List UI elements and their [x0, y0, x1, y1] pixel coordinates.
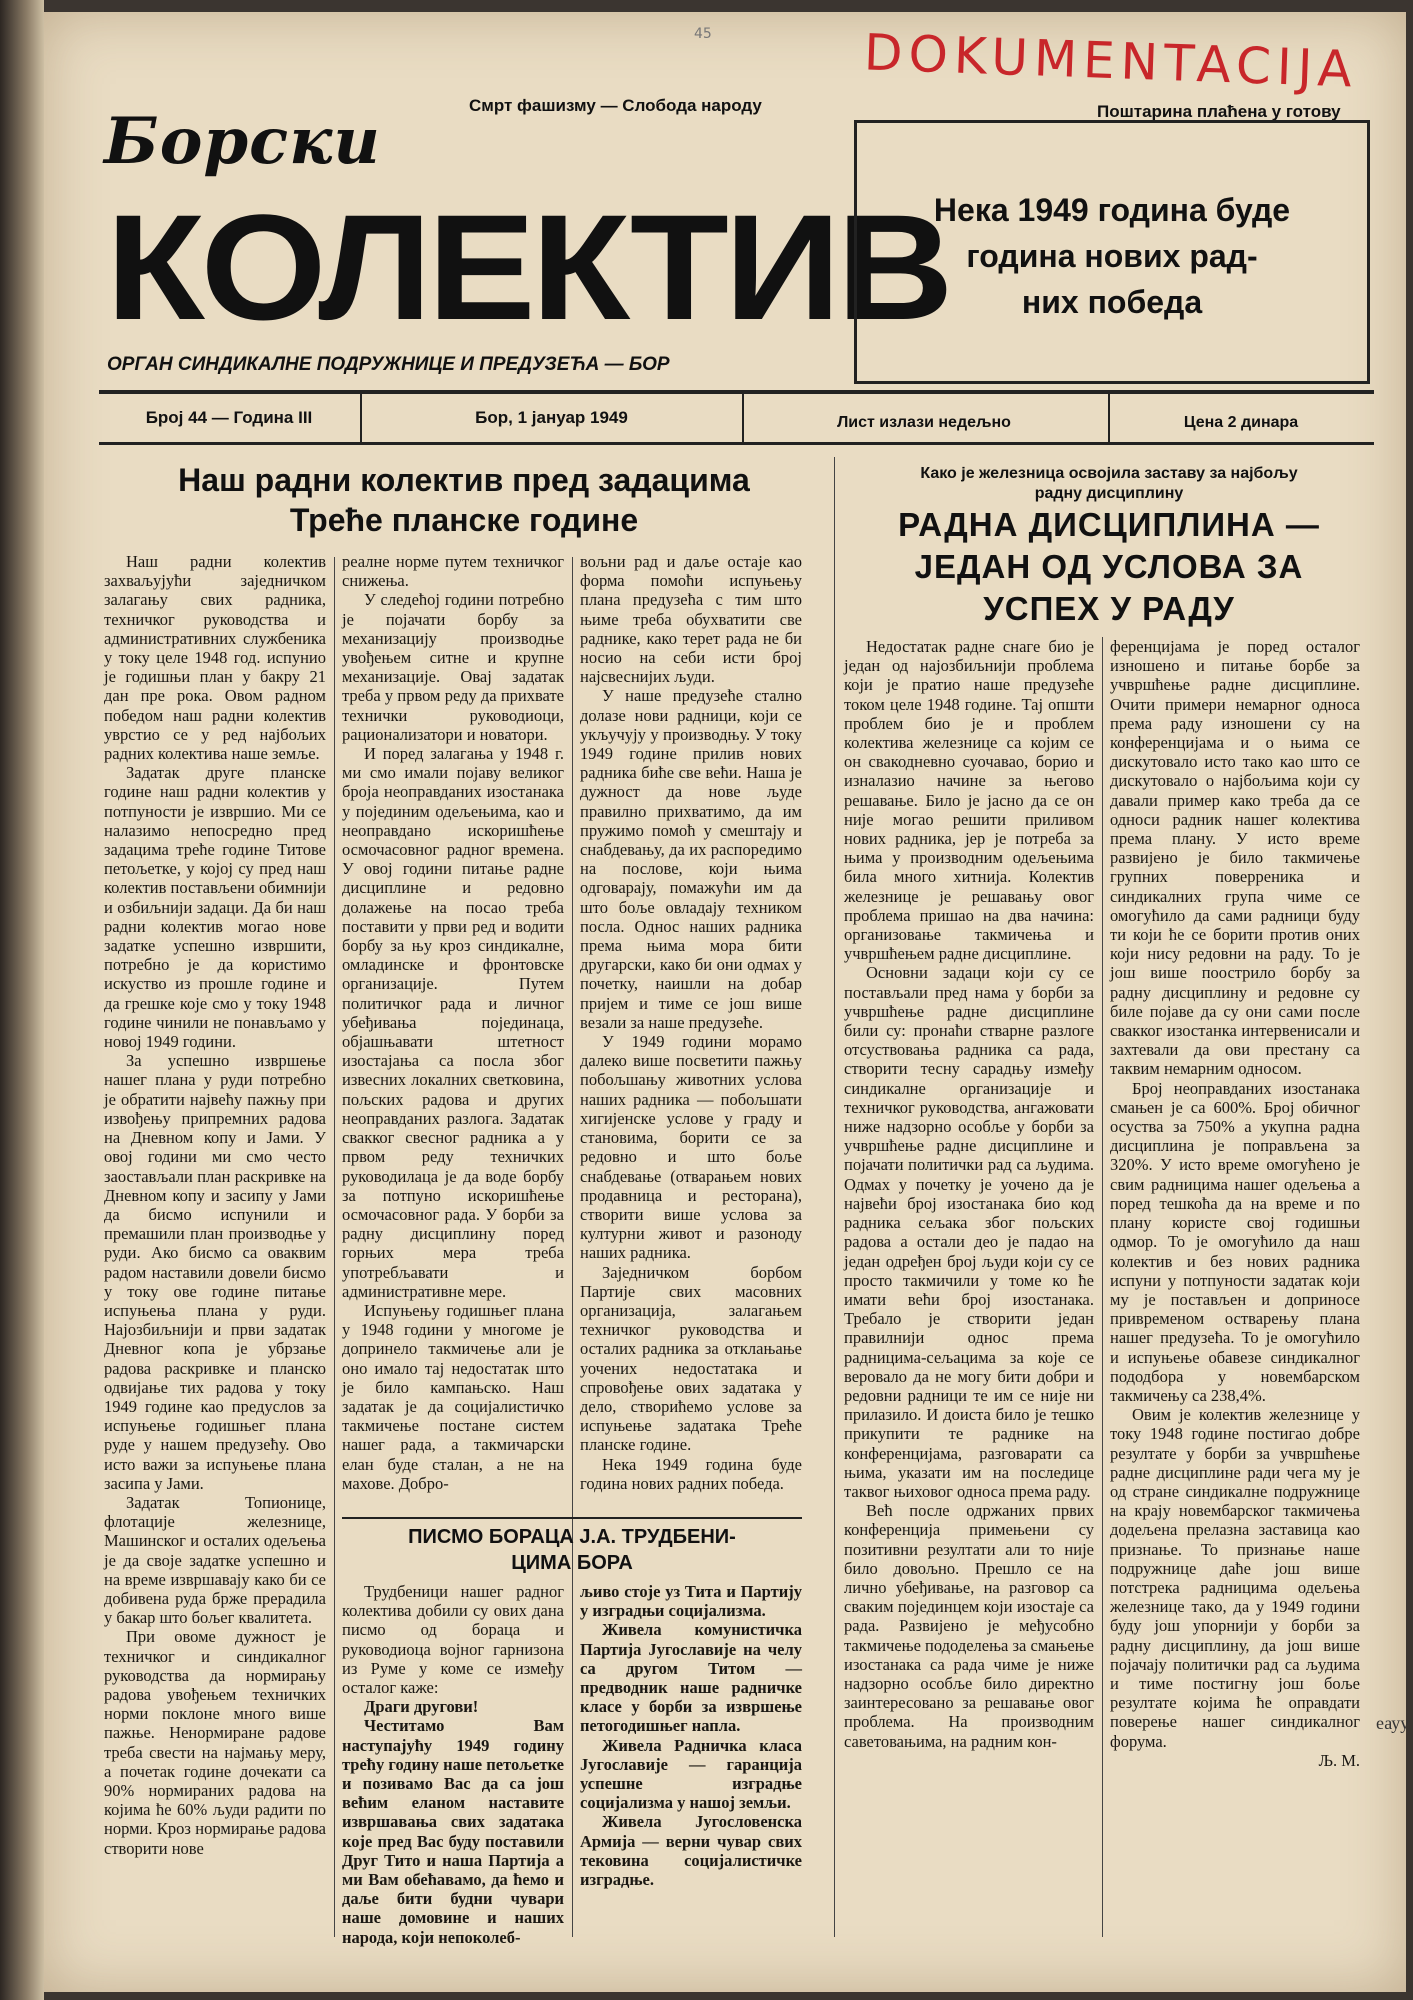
headline-line: ЈЕДАН ОД УСЛОВА ЗА [914, 548, 1304, 585]
article1-column-1 [104, 552, 326, 1937]
paragraph: За успешно извршење нашег плана у руди потребно је обратити највећу пажњу при извођењу припремних радова на Дневном копу и Јами. У овој години ми смо често заостављали план раскривке на Дневном копу и засипу у Јами да бисмо испунили и премашили план производње у руди. Ако бисмо са оваквим радом наставили довели бисмо у току ове године питање испуњења плана у руди. Најозбиљнији и први задатак Дневног копа је убрзање радова раскривке и планско одвијање тих радова у току 1949 године као предуслов за испуњење годишњег плана руде у нашем предузећу. Ово исто важи за испуњење плана засипа у Јами. [104, 1051, 326, 1493]
column-rule [334, 557, 335, 1937]
letter-column-1 [342, 1582, 564, 1947]
letter-rule [342, 1517, 802, 1519]
paragraph: При овоме дужност је техничког и синдикалног руководства да нормирању радова увођењем техничких норми поклоне много више пажње. Ненормиране радове треба свести на најмању меру, а почетак године дочекати са 90% нормираних радова на којима ће 60% људи радити по норми. Кроз нормирање радова створити нове [104, 1627, 326, 1858]
subtitle: ОРГАН СИНДИКАЛНЕ ПОДРУЖНИЦЕ И ПРЕДУЗЕЋА — БОР [107, 354, 670, 375]
headline-line: Наш радни колектив пред задацима [178, 462, 750, 498]
paragraph: У наше предузеће стално долазе нови радници, који се укључују у производњу. У току 1949 године прилив нових радника биће све већи. Наша је дужност да нове људе правилно прихватимо, да им пружимо помоћ у смештају и снабдевању, да их распоредимо на послове, који њима одговарају, помажући им да што боље овладају техником посла. Однос наших радника према њима мора бити другарски, како би они одмах у почетку, наишли на добар пријем и тиме се још више везали за наше предузеће. [580, 686, 802, 1032]
paragraph: Живела комунистичка Партија Југославије на челу са другом Титом — предводник наше радничке класе у борби за извршење петогодишњег напла. [580, 1620, 802, 1736]
letter-headline [342, 1524, 802, 1576]
slogan [857, 187, 1367, 325]
slogan-line: них победа [1021, 284, 1203, 320]
paragraph: У следећој години потребно је појачати борбу за механизацију производње увођењем ситне и крупне механизације. Овај задатак треба у првом реду да прихвате технички руководиоци, рационализатори и новатори. [342, 590, 564, 744]
paragraph: Заједничком борбом Партије свих масовних организација, залагањем техничког руководства и осталих радника за отклањање уочених недостатака и спровођење ових задатака у дело, створићемо услове за испуњење задатака Треће планске године. [580, 1262, 802, 1455]
paragraph: вољни рад и даље остаје као форма помоћи испуњењу плана предузећа с тим што њиме треба обухватити све раднике, како терет рада не би носио на себи исти број најсвеснијих људи. [580, 552, 802, 687]
paragraph: Задатак Топионице, флотације железнице, Машинског и осталих одељења је да своје задатке успешно и на време извршавају како би се добивена руда брже прерадила у бакар што бољег квалитета. [104, 1492, 326, 1628]
paragraph: Овим је колектив железнице у току 1948 године постигао добре резултате у борби за учвршћење радне дисциплине ради чега му је од стране синдикалне подружнице на крају новембарског такмичења додељена прелазна заставица као признање. То признање наше подружнице даће још више потстрека радницима одељења железнице такo, да у 1949 години буду још упорнији у борби за радну дисциплину, да још више појачају политички рад са људима и тиме постигну још боље резултате којима ће оправдати поверење нашег синдикалног форума. [1110, 1405, 1360, 1751]
salutation: Драги другови! [364, 1697, 479, 1717]
letter-column-2 [580, 1582, 802, 1937]
article2-headline [844, 504, 1374, 630]
article2-column-2 [1110, 637, 1360, 1937]
column-rule [834, 457, 835, 1937]
edge-letters: еауу [1376, 1713, 1410, 1733]
frequency: Лист излази недељно [837, 414, 1011, 431]
newspaper-page [44, 12, 1410, 1992]
paragraph: Основни задаци који су се постављали пред нама у борби за учвршћење радне дисциплине били су: пронаћи стварне разлоге отсуствовања радника са рада, створити тесну сарадњу између синдикалне организације и техничког руководства, ангажовати ниже надзорно особље у борби за учвршћење радне дисциплине и појачати политички рад са људима. Одмах у почетку је уочено да је највећи број изостанака био код радника сељака због пољских радова а остали део је падао на један одређен број људи који су се просто такмичили у томе ко ће имати већи број изостанака. Требало је створити један правилнији однос према радницима-сељацима за које се веровало да не могу бити добри и редовни радници те им се није ни прилазило. И доиста било је тешко прикупити те раднике на конференцијама, разговарати са њима, указати им на последице таквог њиховог односа према раду. [844, 963, 1094, 1501]
top-rule [99, 390, 1374, 394]
kicker-line: радну дисциплину [1034, 485, 1184, 502]
column-rule [572, 557, 573, 1937]
paragraph: Трудбеници нашег радног колектива добили су ових дана писмо од бораца и руководиоца војног гарнизона из Руме у коме се између осталог каже: [342, 1582, 564, 1698]
binding-shadow [0, 0, 44, 2000]
title-script: Борски [104, 104, 381, 179]
headline-line: ПИСМО БОРАЦА Ј.А. ТРУДБЕНИ- [408, 1526, 736, 1548]
archive-stamp: DOKUMENTACIJA [863, 23, 1359, 99]
article1-headline [104, 460, 824, 540]
paragraph: Наш радни колектив захваљујући заједничком залагању свих радника, техничког руководства и административних службеника у току целе 1948 год. испунио је годишњи план у бакру 21 дан пре рока. Овом радном победом наш радни колектив уврстио се у ред најбољих радних колектива наше земље. [104, 552, 326, 764]
paragraph: Број неоправданих изостанака смањен је са 600%. Број обичног осуства за 750% а укупна радна дисциплина је поправљена за 320%. У исто време омогућено је свим радницима нашег одељења а поред тешкоћа да на време и по плану користе свој годишњи одмор. То је омогућило да наш колектив и без нових радника испуни у потпуности задатак који му је постављен и доприносе привременом остварењу плана нашег предузећа. То је омогућило и испуњење обавезе синдикалног пододбора у новембарском такмичењу са 238,4%. [1110, 1078, 1360, 1405]
paragraph: Живела Југословенска Армија — верни чувар свих тековина социјалистичке изградње. [580, 1812, 802, 1890]
slogan-line: Нека 1949 година буде [933, 192, 1291, 228]
headline-line: ЦИМА БОРА [511, 1552, 633, 1574]
paragraph: И поред залагања у 1948 г. ми смо имали појаву великог броја неоправданих изостанака у појединим одељењима, као и неоправдано искоришћење осмочасовног радног времена. У овој години питање радне дисциплине и редовно долажење на посао треба поставити у први ред и водити борбу за њу кроз синдикалне, омладинске и фронтовске организације. Путем политичког рада и личног убеђивања појединаца, објашњавати штетност изостајања са посла због извесних локалних светковина, пољских радова и других неоправданих разлога. Задатак свакког свесног радника а у првом реду техничких руководилаца је да воде борбу за потпуно искоришћење осмочасовног рада. У борби за радну дисциплину поред горњих мера треба употребљавати и административне мере. [342, 744, 564, 1301]
price: Цена 2 динара [1183, 414, 1299, 431]
paragraph: Честитамо Вам наступајућу 1949 годину трећу годину наше петољетке и позивамо Вас да са још већим еланом наставите извршавања свих задатака које пред Вас буду поставили Друг Тито и наша Партија а ми Вам обећавамо, да ћемо и даље бити будни чувари наше домовине и наших народа, који непоколеб- [342, 1716, 564, 1947]
article1-column-3 [580, 552, 802, 1512]
paragraph: У 1949 години морамо далеко више посветити пажњу побољшању животних услова наших радника — побољшати хигијенске услове у граду и становима, борити се за редовно и што боље снабдевање (отварањем нових продавница и ресторана), створити више услова за културни живот и разоноду наших радника. [580, 1032, 802, 1263]
paragraph: Испуњењу годишњег плана у 1948 години у многоме је допринело такмичење али је оно имало тај недостатак што је било кампањско. Наш задатак је да социјалистичко такмичење постане систем нашег рада, а такмичарски елан буде сталан, а не на махове. Добро- [342, 1300, 564, 1493]
paragraph: Нека 1949 година буде година нових радних победа. [580, 1454, 802, 1493]
kicker-line: Како је железница освојила заставу за најбољу [920, 465, 1298, 482]
headline-line: УСПЕХ У РАДУ [983, 590, 1235, 627]
paragraph: Задатак друге планске године наш радни колектив у потпуности је извршио. Ми се налазимо непосредно пред задацима треће године Титове петољетке, у којој су пред наш колектив постављени обимнији и озбиљнији задаци. Да би наш радни колектив могао нове задатке успешно извршити, потребно је да користимо искуство из прошле године и да грешке које смо у току 1948 године чинили не понављамо у новој 1949 години. [104, 763, 326, 1052]
issue-number: Број 44 — Година III [145, 408, 313, 427]
article2-kicker [844, 464, 1374, 504]
slogan-line: година нових рад- [966, 238, 1258, 274]
slogan-box [854, 120, 1370, 384]
bottom-rule [99, 442, 1374, 445]
info-divider [360, 394, 362, 442]
paragraph: љиво стоје уз Тита и Партију у изградњи социјализма. [580, 1582, 802, 1621]
author-signature: Љ. М. [1318, 1750, 1360, 1770]
issue-date: Бор, 1 јануар 1949 [475, 408, 628, 427]
paragraph: реалне норме путем техничког снижења. [342, 552, 564, 591]
paragraph: ференцијама је поред осталог изношено и питање борбе за учвршћење радне дисциплине. Очити примери немарног односа према раду изношени су на конференцијама и о њима се дискутовало исто тако као што се дискутовало о најбољима који су давали пример како треба да се односи радник нашег колектива према плану. У исто време развијено је било такмичење групних поверреника и синдикалних група чиме се омогућило да сами радници буду ти који ће се борити против оних који нису редовни на раду. То је још више поострило борбу за радну дисциплину и редовне су биле појаве да су они сами после свакког изостанка интервенисали и захтевали да ови престану са таквим немарним односом. [1110, 637, 1360, 1079]
headline-line: Треће планске године [289, 502, 639, 538]
motto: Смрт фашизму — Слобода народу [469, 96, 762, 115]
newspaper-title: КОЛЕКТИВ [106, 183, 950, 351]
pencil-note: 45 [694, 26, 712, 42]
postage-note: Поштарина плаћена у готову [1097, 102, 1341, 121]
paragraph: Недостатак радне снаге био је један од најозбиљнији проблема који је пратио наше предузеће током целе 1948 године. Тај општи проблем био је и проблем колектива железнице са којим се он свакодневно суочавао, борио и изналазио начине за његово решавање. Било је јасно да се он није могао решити приливом нових радника, јер је потреба за њима у производним одељењима била много хитнија. Колектив железнице је решавању овог проблема пришао на два начина: организовање такмичења и учвршћењем радне дисциплине. [844, 637, 1094, 964]
paragraph: Живела Радничка класа Југославије — гаранција успешне изградње социјализма у нашој земљи. [580, 1735, 802, 1813]
paragraph: Већ после одржаних првих конференција примењени су позитивни резултати али то није било довољно. Прешло се на лично убеђивање, на разговор са сваким појединцем који изостаје са рада. Развијено је међусобно такмичење пододелења за смањење изостанака са рада чиме је ниже надзорно особље било директно заинтересовано за решавање овог проблема. На производним саветовањима, на радним кон- [844, 1501, 1094, 1751]
headline-line: РАДНА ДИСЦИПЛИНА — [898, 506, 1320, 543]
article2-column-1 [844, 637, 1094, 1937]
article1-column-2 [342, 552, 564, 1532]
column-rule [1102, 637, 1103, 1937]
